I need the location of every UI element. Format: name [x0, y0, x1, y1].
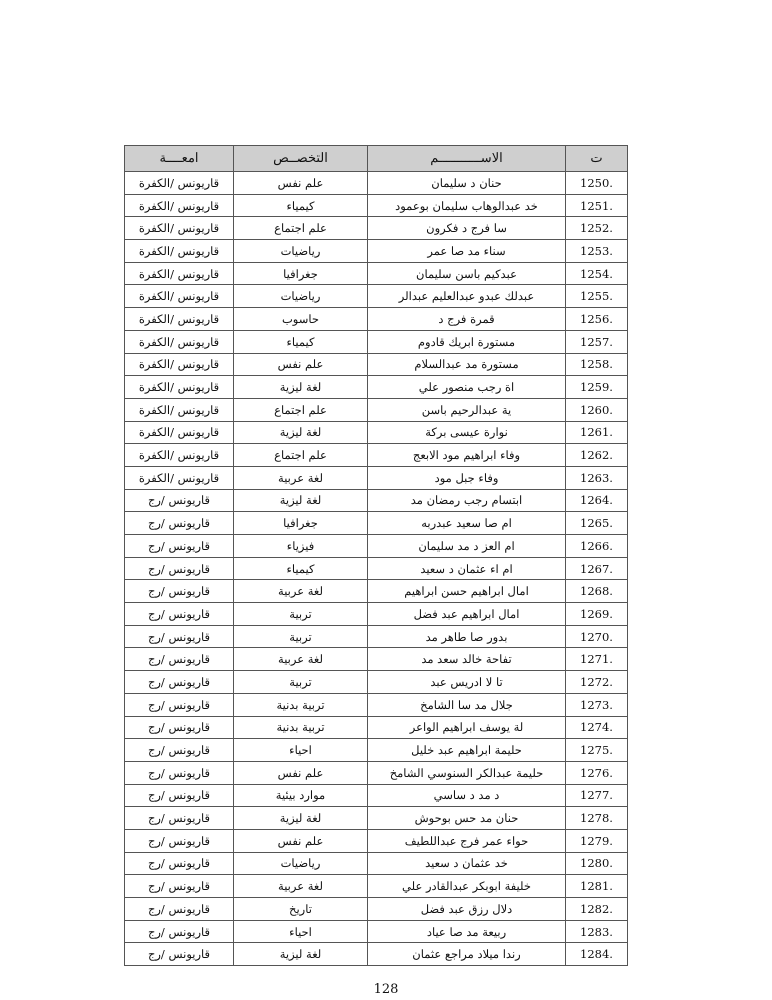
- major-cell: جغرافيا: [234, 512, 368, 535]
- major-cell: لغة ليزية: [234, 489, 368, 512]
- table-row: [125, 489, 628, 512]
- student-name: ية عبدالرحيم باسن: [368, 398, 566, 421]
- student-name: بدور صا طاهر مد: [368, 625, 566, 648]
- row-number: 1271.: [566, 648, 628, 671]
- table-row: [125, 240, 628, 263]
- header-university: امعــــة: [125, 146, 234, 172]
- table-row: [125, 262, 628, 285]
- table-row: [125, 625, 628, 648]
- row-number: 1270.: [566, 625, 628, 648]
- table-row: [125, 739, 628, 762]
- university-cell: قاريونس /الكفرة: [125, 172, 234, 195]
- student-name: خد عثمان د سعيد: [368, 852, 566, 875]
- student-name: وفاء ابراهيم مود الابعج: [368, 444, 566, 467]
- table-row: [125, 920, 628, 943]
- major-cell: علم اجتماع: [234, 444, 368, 467]
- major-cell: تاريخ: [234, 898, 368, 921]
- header-name: الاســـــــــــم: [368, 146, 566, 172]
- row-number: 1259.: [566, 376, 628, 399]
- table-row: [125, 557, 628, 580]
- university-cell: قاريونس /رج: [125, 784, 234, 807]
- student-name: سا فرج د فكرون: [368, 217, 566, 240]
- major-cell: تربية: [234, 625, 368, 648]
- major-cell: رياضيات: [234, 285, 368, 308]
- student-name: مستورة مد عبدالسلام: [368, 353, 566, 376]
- university-cell: قاريونس /رج: [125, 625, 234, 648]
- major-cell: رياضيات: [234, 240, 368, 263]
- student-name: ربيعة مد صا عياد: [368, 920, 566, 943]
- university-cell: قاريونس /رج: [125, 512, 234, 535]
- row-number: 1262.: [566, 444, 628, 467]
- table-row: [125, 603, 628, 626]
- row-number: 1267.: [566, 557, 628, 580]
- major-cell: كيمياء: [234, 557, 368, 580]
- row-number: 1258.: [566, 353, 628, 376]
- table-row: [125, 421, 628, 444]
- student-name: حنان مد حس بوحوش: [368, 807, 566, 830]
- major-cell: تربية بدنية: [234, 716, 368, 739]
- student-name: حواء عمر فرج عبداللطيف: [368, 829, 566, 852]
- table-row: [125, 829, 628, 852]
- university-cell: قاريونس /الكفرة: [125, 330, 234, 353]
- row-number: 1276.: [566, 761, 628, 784]
- student-name: قمرة فرج د: [368, 308, 566, 331]
- row-number: 1284.: [566, 943, 628, 966]
- university-cell: قاريونس /الكفرة: [125, 217, 234, 240]
- university-cell: قاريونس /الكفرة: [125, 376, 234, 399]
- major-cell: علم نفس: [234, 761, 368, 784]
- table-row: [125, 898, 628, 921]
- student-table: [124, 145, 628, 966]
- student-name: وفاء جبل مود: [368, 466, 566, 489]
- table-body: [125, 172, 628, 966]
- table-row: [125, 353, 628, 376]
- major-cell: لغة عربية: [234, 875, 368, 898]
- student-name: رندا ميلاد مراجع عثمان: [368, 943, 566, 966]
- university-cell: قاريونس /رج: [125, 852, 234, 875]
- major-cell: لغة عربية: [234, 580, 368, 603]
- row-number: 1280.: [566, 852, 628, 875]
- university-cell: قاريونس /الكفرة: [125, 398, 234, 421]
- student-name: اة رجب منصور علي: [368, 376, 566, 399]
- table-row: [125, 852, 628, 875]
- major-cell: تربية: [234, 671, 368, 694]
- table-row: [125, 444, 628, 467]
- row-number: 1252.: [566, 217, 628, 240]
- university-cell: قاريونس /الكفرة: [125, 466, 234, 489]
- university-cell: قاريونس /رج: [125, 716, 234, 739]
- university-cell: قاريونس /رج: [125, 739, 234, 762]
- row-number: 1274.: [566, 716, 628, 739]
- table-row: [125, 580, 628, 603]
- university-cell: قاريونس /رج: [125, 603, 234, 626]
- row-number: 1278.: [566, 807, 628, 830]
- major-cell: موارد بيئية: [234, 784, 368, 807]
- university-cell: قاريونس /رج: [125, 580, 234, 603]
- student-name: مستورة ابريك قادوم: [368, 330, 566, 353]
- major-cell: لغة ليزية: [234, 421, 368, 444]
- table-row: [125, 761, 628, 784]
- student-name: ام العز د مد سليمان: [368, 535, 566, 558]
- student-name: خليفة ابوبكر عبدالقادر علي: [368, 875, 566, 898]
- row-number: 1265.: [566, 512, 628, 535]
- table-row: [125, 376, 628, 399]
- major-cell: كيمياء: [234, 330, 368, 353]
- major-cell: لغة ليزية: [234, 943, 368, 966]
- row-number: 1264.: [566, 489, 628, 512]
- major-cell: جغرافيا: [234, 262, 368, 285]
- student-name: امال ابراهيم عبد فضل: [368, 603, 566, 626]
- major-cell: فيزياء: [234, 535, 368, 558]
- row-number: 1279.: [566, 829, 628, 852]
- university-cell: قاريونس /رج: [125, 648, 234, 671]
- student-name: امال ابراهيم حسن ابراهيم: [368, 580, 566, 603]
- row-number: 1273.: [566, 693, 628, 716]
- student-name: ابتسام رجب رمضان مد: [368, 489, 566, 512]
- university-cell: قاريونس /رج: [125, 943, 234, 966]
- university-cell: قاريونس /رج: [125, 920, 234, 943]
- student-name: تا لا ادريس عبد: [368, 671, 566, 694]
- row-number: 1251.: [566, 194, 628, 217]
- header-row: [125, 146, 628, 172]
- table-row: [125, 671, 628, 694]
- row-number: 1283.: [566, 920, 628, 943]
- table-row: [125, 784, 628, 807]
- row-number: 1253.: [566, 240, 628, 263]
- university-cell: قاريونس /الكفرة: [125, 308, 234, 331]
- table-header: [125, 146, 628, 172]
- major-cell: رياضيات: [234, 852, 368, 875]
- major-cell: لغة ليزية: [234, 376, 368, 399]
- row-number: 1272.: [566, 671, 628, 694]
- table-row: [125, 943, 628, 966]
- student-name: سناء مد صا عمر: [368, 240, 566, 263]
- university-cell: قاريونس /الكفرة: [125, 262, 234, 285]
- table-row: [125, 716, 628, 739]
- university-cell: قاريونس /رج: [125, 693, 234, 716]
- row-number: 1254.: [566, 262, 628, 285]
- student-name: ام صا سعيد عبدربه: [368, 512, 566, 535]
- major-cell: تربية: [234, 603, 368, 626]
- row-number: 1281.: [566, 875, 628, 898]
- university-cell: قاريونس /رج: [125, 671, 234, 694]
- university-cell: قاريونس /رج: [125, 829, 234, 852]
- university-cell: قاريونس /الكفرة: [125, 194, 234, 217]
- university-cell: قاريونس /الكفرة: [125, 421, 234, 444]
- major-cell: لغة عربية: [234, 466, 368, 489]
- table-row: [125, 648, 628, 671]
- university-cell: قاريونس /الكفرة: [125, 353, 234, 376]
- header-num: ت: [566, 146, 628, 172]
- major-cell: علم اجتماع: [234, 217, 368, 240]
- student-name: حليمة ابراهيم عبد خليل: [368, 739, 566, 762]
- student-name: د مد د ساسي: [368, 784, 566, 807]
- major-cell: كيمياء: [234, 194, 368, 217]
- major-cell: حاسوب: [234, 308, 368, 331]
- university-cell: قاريونس /الكفرة: [125, 444, 234, 467]
- major-cell: لغة ليزية: [234, 807, 368, 830]
- table-row: [125, 875, 628, 898]
- major-cell: علم نفس: [234, 353, 368, 376]
- university-cell: قاريونس /رج: [125, 557, 234, 580]
- row-number: 1282.: [566, 898, 628, 921]
- university-cell: قاريونس /رج: [125, 761, 234, 784]
- row-number: 1263.: [566, 466, 628, 489]
- major-cell: لغة عربية: [234, 648, 368, 671]
- table-row: [125, 217, 628, 240]
- student-name: حليمة عبدالكر السنوسي الشامخ: [368, 761, 566, 784]
- row-number: 1255.: [566, 285, 628, 308]
- table-row: [125, 512, 628, 535]
- student-name: دلال رزق عبد فضل: [368, 898, 566, 921]
- university-cell: قاريونس /رج: [125, 535, 234, 558]
- table-row: [125, 466, 628, 489]
- table-row: [125, 308, 628, 331]
- student-name: خد عبدالوهاب سليمان بوعمود: [368, 194, 566, 217]
- row-number: 1275.: [566, 739, 628, 762]
- row-number: 1261.: [566, 421, 628, 444]
- row-number: 1277.: [566, 784, 628, 807]
- row-number: 1260.: [566, 398, 628, 421]
- row-number: 1269.: [566, 603, 628, 626]
- table-row: [125, 535, 628, 558]
- table-row: [125, 194, 628, 217]
- major-cell: علم نفس: [234, 172, 368, 195]
- table-row: [125, 330, 628, 353]
- student-name: نوارة عيسى بركة: [368, 421, 566, 444]
- row-number: 1257.: [566, 330, 628, 353]
- table-row: [125, 172, 628, 195]
- university-cell: قاريونس /رج: [125, 807, 234, 830]
- row-number: 1256.: [566, 308, 628, 331]
- page-number: 128: [373, 982, 399, 997]
- header-major: التخصــص: [234, 146, 368, 172]
- student-name: عبدلك عبدو عبدالعليم عبدالر: [368, 285, 566, 308]
- table-row: [125, 398, 628, 421]
- table-row: [125, 285, 628, 308]
- student-name: ام اء عثمان د سعيد: [368, 557, 566, 580]
- major-cell: علم نفس: [234, 829, 368, 852]
- student-name: جلال مد سا الشامخ: [368, 693, 566, 716]
- row-number: 1250.: [566, 172, 628, 195]
- university-cell: قاريونس /رج: [125, 898, 234, 921]
- student-name: لة يوسف ابراهيم الواعر: [368, 716, 566, 739]
- student-name: حنان د سليمان: [368, 172, 566, 195]
- university-cell: قاريونس /الكفرة: [125, 240, 234, 263]
- table-row: [125, 693, 628, 716]
- university-cell: قاريونس /رج: [125, 875, 234, 898]
- student-name: عبدكيم باسن سليمان: [368, 262, 566, 285]
- row-number: 1266.: [566, 535, 628, 558]
- major-cell: علم اجتماع: [234, 398, 368, 421]
- major-cell: احياء: [234, 920, 368, 943]
- row-number: 1268.: [566, 580, 628, 603]
- student-name: تفاحة خالد سعد مد: [368, 648, 566, 671]
- university-cell: قاريونس /رج: [125, 489, 234, 512]
- major-cell: تربية بدنية: [234, 693, 368, 716]
- table-row: [125, 807, 628, 830]
- university-cell: قاريونس /الكفرة: [125, 285, 234, 308]
- major-cell: احياء: [234, 739, 368, 762]
